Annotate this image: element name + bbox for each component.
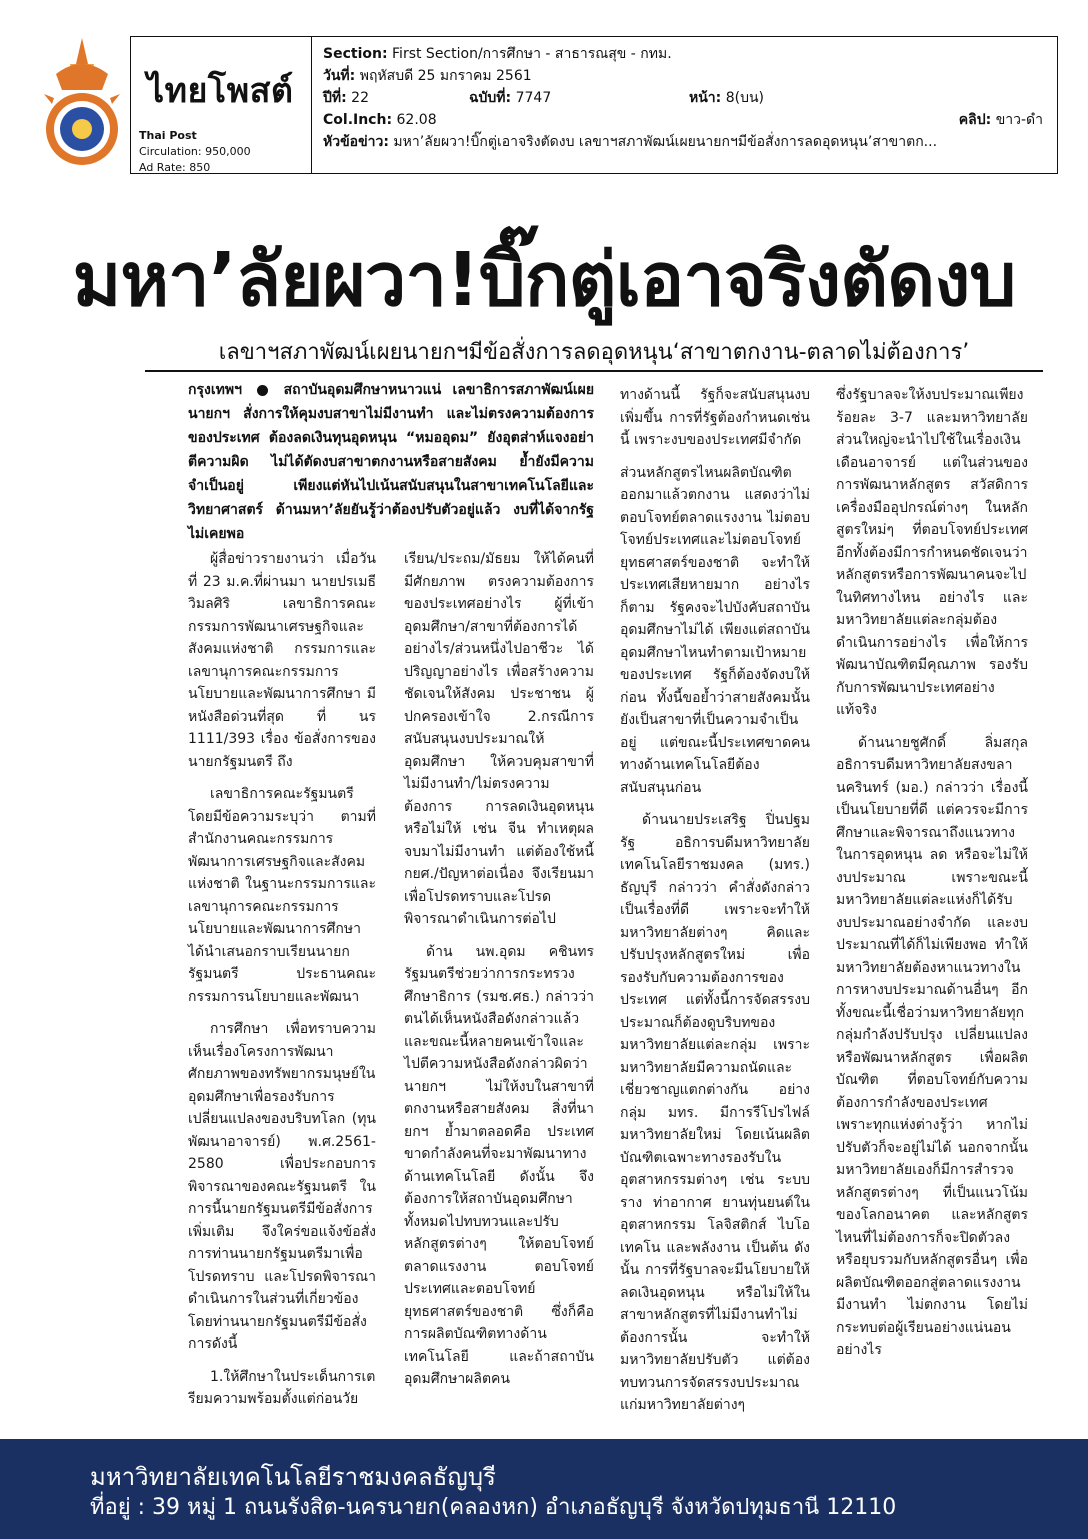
clipping-meta (323, 43, 1043, 153)
newspaper-info (131, 37, 312, 173)
subheadline: เลขาฯสภาพัฒน์เผยนายกฯมีข้อสั่งการลดอุดหนุน‘สาขาตกงาน-ตลาดไม่ต้องการ’ (145, 336, 1043, 372)
paragraph: ซึ่งรัฐบาลจะให้งบประมาณเพียงร้อยละ 3-7 และมหาวิทยาลัยส่วนใหญ่จะนำไปใช้ในเรื่องเงินเดือนอาจารย์ แต่ในส่วนของการพัฒนาหลักสูตร สวัสดิการ เครื่องมืออุปกรณ์ต่างๆ ในหลักสูตรใหม่ๆ ที่ตอบโจทย์ประเทศ อีกทั้งต้องมีการกำหนดชัดเจนว่าหลักสูตรหรือการพัฒนาคนจะไปในทิศทางไหน อย่างไร และมหาวิทยาลัยแต่ละกลุ่มต้องดำเนินการอย่างไร เพื่อให้การพัฒนาบัณฑิตมีคุณภาพ รองรับกับการพัฒนาประเทศอย่างแท้จริง (836, 387, 1028, 718)
paragraph: เรียน/ประถม/มัธยม ให้ได้คนที่มีศักยภาพ ตรงความต้องการของประเทศอย่างไร ผู้ที่เข้าอุดมศึกษา/สาขาที่ต้องการได้อย่างไร/ส่วนหนึ่งไปอาชีวะ ได้ปริญญาอย่างไร เพื่อสร้างความชัดเจนให้สังคม ประชาชน ผู้ปกครองเข้าใจ 2.กรณีการสนับสนุนงบประมาณให้อุดมศึกษา ให้ควบคุมสาขาที่ไม่มีงานทำ/ไม่ตรงความต้องการ การลดเงินอุดหนุน หรือไม่ให้ เช่น จีน ทำเหตุผล จบมาไม่มีงานทำ แต่ต้องใช้หนี้ กยศ./ปัญหาต่อเนื่อง จึงเรียนมาเพื่อโปรดทราบและโปรดพิจารณาดำเนินการต่อไป (404, 551, 594, 927)
date-label: วันที่: (323, 68, 356, 84)
lead-text: สถาบันอุดมศึกษาหนาวแน่ เลขาธิการสภาพัฒน์เผย นายกฯ สั่งการให้คุมงบสาขาไม่มีงานทำ และไม่ตรงความต้องการของประเทศ ต้องลดเงินทุนอุดหนุน “หมออุดม” ยังอุตส่าห์แจงอย่าตีความผิด ไม่ได้ตัดงบสาขาตกงานหรือสายสังคม ย้ำยังมีความจำเป็นอยู่ เพียงแต่หันไปเน้นสนับสนุนในสาขาเทคโนโลยีและวิทยาศาสตร์ ด้านมหา’ลัยยันรู้ว่าต้องปรับตัวอยู่แล้ว งบที่ได้จากรัฐไม่เคยพอ (188, 382, 595, 542)
date-row (323, 65, 1043, 87)
lead-paragraph (188, 378, 594, 546)
footer-university: มหาวิทยาลัยเทคโนโลยีราชมงคลธัญบุรี (90, 1463, 496, 1491)
section-label: Section: (323, 46, 388, 62)
paragraph: ด้าน นพ.อุดม คชินทร รัฐมนตรีช่วยว่าการกระทรวงศึกษาธิการ (รมช.ศธ.) กล่าวว่า ตนได้เห็นหนังสือดังกล่าวแล้ว และขณะนี้หลายคนเข้าใจและไปตีความหนังสือดังกล่าวผิดว่านายกฯ ไม่ให้งบในสาขาที่ตกงานหรือสายสังคม สิ่งที่นายกฯ ย้ำมาตลอดคือ ประเทศขาดกำลังคนที่จะมาพัฒนาทางด้านเทคโนโลยี ดังนั้น จึงต้องการให้สถาบันอุดมศึกษาทั้งหมดไปทบทวนและปรับหลักสูตรต่างๆ ให้ตอบโจทย์ตลาดแรงงาน ตอบโจทย์ประเทศและตอบโจทย์ยุทธศาสตร์ของชาติ ซึ่งก็คือการผลิตบัณฑิตทางด้านเทคโนโลยี และถ้าสถาบันอุดมศึกษาผลิตคน (404, 943, 594, 1387)
paragraph: การศึกษา เพื่อทราบความเห็นเรื่องโครงการพัฒนาศักยภาพของทรัพยากรมนุษย์ในอุดมศึกษาเพื่อรองรับการเปลี่ยนแปลงของบริบทโลก (ทุนพัฒนาอาจารย์) พ.ศ.2561-2580 เพื่อประกอบการพิจารณาของคณะรัฐมนตรี ในการนี้นายกรัฐมนตรีมีข้อสั่งการเพิ่มเติม จึงใคร่ขอแจ้งข้อสั่งการท่านนายกรัฐมนตรีมาเพื่อโปรดทราบ และโปรดพิจารณาดำเนินการในส่วนที่เกี่ยวข้อง โดยท่านนายกรัฐมนตรีมีข้อสั่งการดังนี้ (188, 1021, 376, 1352)
circulation: Circulation: 950,000 (139, 145, 251, 158)
section-row (323, 43, 1043, 65)
topic-value: มหา’ลัยผวา!บิ๊กตู่เอาจริงตัดงบ เลขาฯสภาพัฒน์เผยนายกฯมีข้อสั่งการลดอุดหนุน’สาขาตก... (393, 134, 938, 150)
year-value: 22 (351, 90, 369, 106)
topic-label: หัวข้อข่าว: (323, 134, 389, 150)
column-3 (620, 384, 810, 1427)
dateline: กรุงเทพฯ (188, 382, 242, 398)
section-value: First Section/การศึกษา - สาธารณสุข - กทม. (392, 46, 672, 62)
paragraph: 1.ให้ศึกษาในประเด็นการเตรียมความพร้อมตั้งแต่ก่อนวัย (188, 1368, 376, 1407)
masthead: ไทยโพสต์ (147, 71, 294, 111)
bullet-icon (257, 385, 268, 396)
publication-name: Thai Post (139, 129, 197, 142)
issue-label: ฉบับที่: (469, 90, 512, 106)
headline: มหา’ลัยผวา!บิ๊กตู่เอาจริงตัดงบ (72, 237, 1016, 323)
footer-address: ที่อยู่ : 39 หมู่ 1 ถนนรังสิต-นครนายก(คลองหก) อำเภอธัญบุรี จังหวัดปทุมธานี 12110 (90, 1495, 897, 1520)
paragraph: ผู้สื่อข่าวรายงานว่า เมื่อวันที่ 23 ม.ค.ที่ผ่านมา นายปรเมธี วิมลศิริ เลขาธิการคณะกรรมการพัฒนาเศรษฐกิจและสังคมแห่งชาติ กรรมการและเลขานุการคณะกรรมการนโยบายและพัฒนาการศึกษา มีหนังสือด่วนที่สุด ที่ นร 1111/393 เรื่อง ข้อสั่งการของนายกรัฐมนตรี ถึง (188, 551, 376, 770)
date-value: พฤหัสบดี 25 มกราคม 2561 (359, 68, 532, 84)
colinch-row (323, 109, 1043, 131)
clip-value: ขาว-ดำ (995, 112, 1043, 128)
ad-rate: Ad Rate: 850 (139, 161, 211, 174)
paragraph: ทางด้านนี้ รัฐก็จะสนับสนุนงบเพิ่มขึ้น การที่รัฐต้องกำหนดเช่นนี้ เพราะงบของประเทศมีจำกัด (620, 387, 810, 448)
topic-row (323, 131, 1043, 153)
clipping-header (130, 36, 1058, 174)
paragraph: ด้านนายชูศักดิ์ ลิ่มสกุล อธิการบดีมหาวิทยาลัยสงขลานครินทร์ (มอ.) กล่าวว่า เรื่องนี้เป็นนโยบายที่ดี แต่ควรจะมีการศึกษาและพิจารณาถึงแนวทางในการอุดหนุน ลด หรือจะไม่ให้งบประมาณ เพราะขณะนี้มหาวิทยาลัยแต่ละแห่งก็ได้รับงบประมาณอย่างจำกัด และงบประมาณที่ได้ก็ไม่เพียงพอ ทำให้มหาวิทยาลัยต้องหาแนวทางในการหางบประมาณด้านอื่นๆ อีกทั้งขณะนี้เชื่อว่ามหาวิทยาลัยทุกกลุ่มกำลังปรับปรุง เปลี่ยนแปลงหรือพัฒนาหลักสูตร เพื่อผลิตบัณฑิต ที่ตอบโจทย์กับความต้องการกำลังของประเทศ เพราะทุกแห่งต่างรู้ว่า หากไม่ปรับตัวก็จะอยู่ไม่ได้ นอกจากนั้น มหาวิทยาลัยเองก็มีการสำรวจหลักสูตรต่างๆ ที่เป็นแนวโน้มของโลกอนาคต และหลักสูตรไหนที่ไม่ต้องการก็จะปิดตัวลง หรือยุบรวมกับหลักสูตรอื่นๆ เพื่อผลิตบัณฑิตออกสู่ตลาดแรงงาน มีงานทำ ไม่ตกงาน โดยไม่กระทบต่อผู้เรียนอย่างแน่นอน อย่างไร (836, 734, 1028, 1358)
paragraph: ด้านนายประเสริฐ ปิ่นปฐมรัฐ อธิการบดีมหาวิทยาลัยเทคโนโลยีราชมงคล (มทร.) ธัญบุรี กล่าวว่า คำสั่งดังกล่าวเป็นเรื่องที่ดี เพราะจะทำให้มหาวิทยาลัยต่างๆ คิดและปรับปรุงหลักสูตรใหม่ เพื่อรองรับกับความต้องการของประเทศ แต่ทั้งนี้การจัดสรรงบประมาณก็ต้องดูบริบทของมหาวิทยาลัยแต่ละกลุ่ม เพราะมหาวิทยาลัยมีความถนัดและเชี่ยวชาญแตกต่างกัน อย่างกลุ่ม มทร. มีการรีโปรไฟล์มหาวิทยาลัยใหม่ โดยเน้นผลิตบัณฑิตเฉพาะทางรองรับในอุตสาหกรรมต่างๆ เช่น ระบบราง ท่าอากาศ ยานทุ่นยนต์ในอุตสาหกรรม โลจิสติกส์ ไบโอเทคโน และพลังงาน เป็นต้น ดังนั้น การที่รัฐบาลจะมีนโยบายให้ ลดเงินอุดหนุน หรือไม่ให้ในสาขาหลักสูตรที่ไม่มีงานทำไม่ต้องการนั้น จะทำให้มหาวิทยาลัยปรับตัว แต่ต้องทบทวนการจัดสรรงบประมาณแก่มหาวิทยาลัยต่างๆ (620, 812, 810, 1413)
page-label: หน้า: (689, 90, 722, 106)
year-label: ปีที่: (323, 90, 347, 106)
colinch-value: 62.08 (396, 112, 437, 128)
footer-banner (0, 1439, 1088, 1539)
issue-row (323, 87, 1043, 109)
paragraph: ส่วนหลักสูตรไหนผลิตบัณฑิตออกมาแล้วตกงาน แสดงว่าไม่ตอบโจทย์ตลาดแรงงาน ไม่ตอบโจทย์ประเทศและไม่ตอบโจทย์ยุทธศาสตร์ของชาติ จะทำให้ประเทศเสียหายมาก อย่างไรก็ตาม รัฐคงจะไปบังคับสถาบันอุดมศึกษาไม่ได้ เพียงแต่สถาบันอุดมศึกษาไหนทำตามเป้าหมายของประเทศ รัฐก็ต้องจัดงบให้ก่อน ทั้งนี้ขอย้ำว่าสายสังคมนั้นยังเป็นสาขาที่เป็นความจำเป็นอยู่ แต่ขณะนี้ประเทศขาดคนทางด้านเทคโนโลยีต้องสนับสนุนก่อน (620, 464, 810, 796)
clip-label: คลิป: (958, 112, 992, 128)
column-2 (404, 548, 594, 1401)
page-value: 8(บน) (725, 90, 765, 106)
paragraph: เลขาธิการคณะรัฐมนตรี โดยมีข้อความระบุว่า ตามที่สำนักงานคณะกรรมการพัฒนาการเศรษฐกิจและสังคมแห่งชาติ ในฐานะกรรมการและเลขานุการคณะกรรมการนโยบายและพัฒนาการศึกษา ได้นำเสนอกราบเรียนนายกรัฐมนตรี ประธานคณะกรรมการนโยบายและพัฒนา (188, 786, 376, 1005)
colinch-label: Col.Inch: (323, 112, 393, 128)
column-1 (188, 548, 376, 1421)
column-4 (836, 384, 1028, 1372)
university-emblem (32, 34, 132, 174)
issue-value: 7747 (515, 90, 552, 106)
